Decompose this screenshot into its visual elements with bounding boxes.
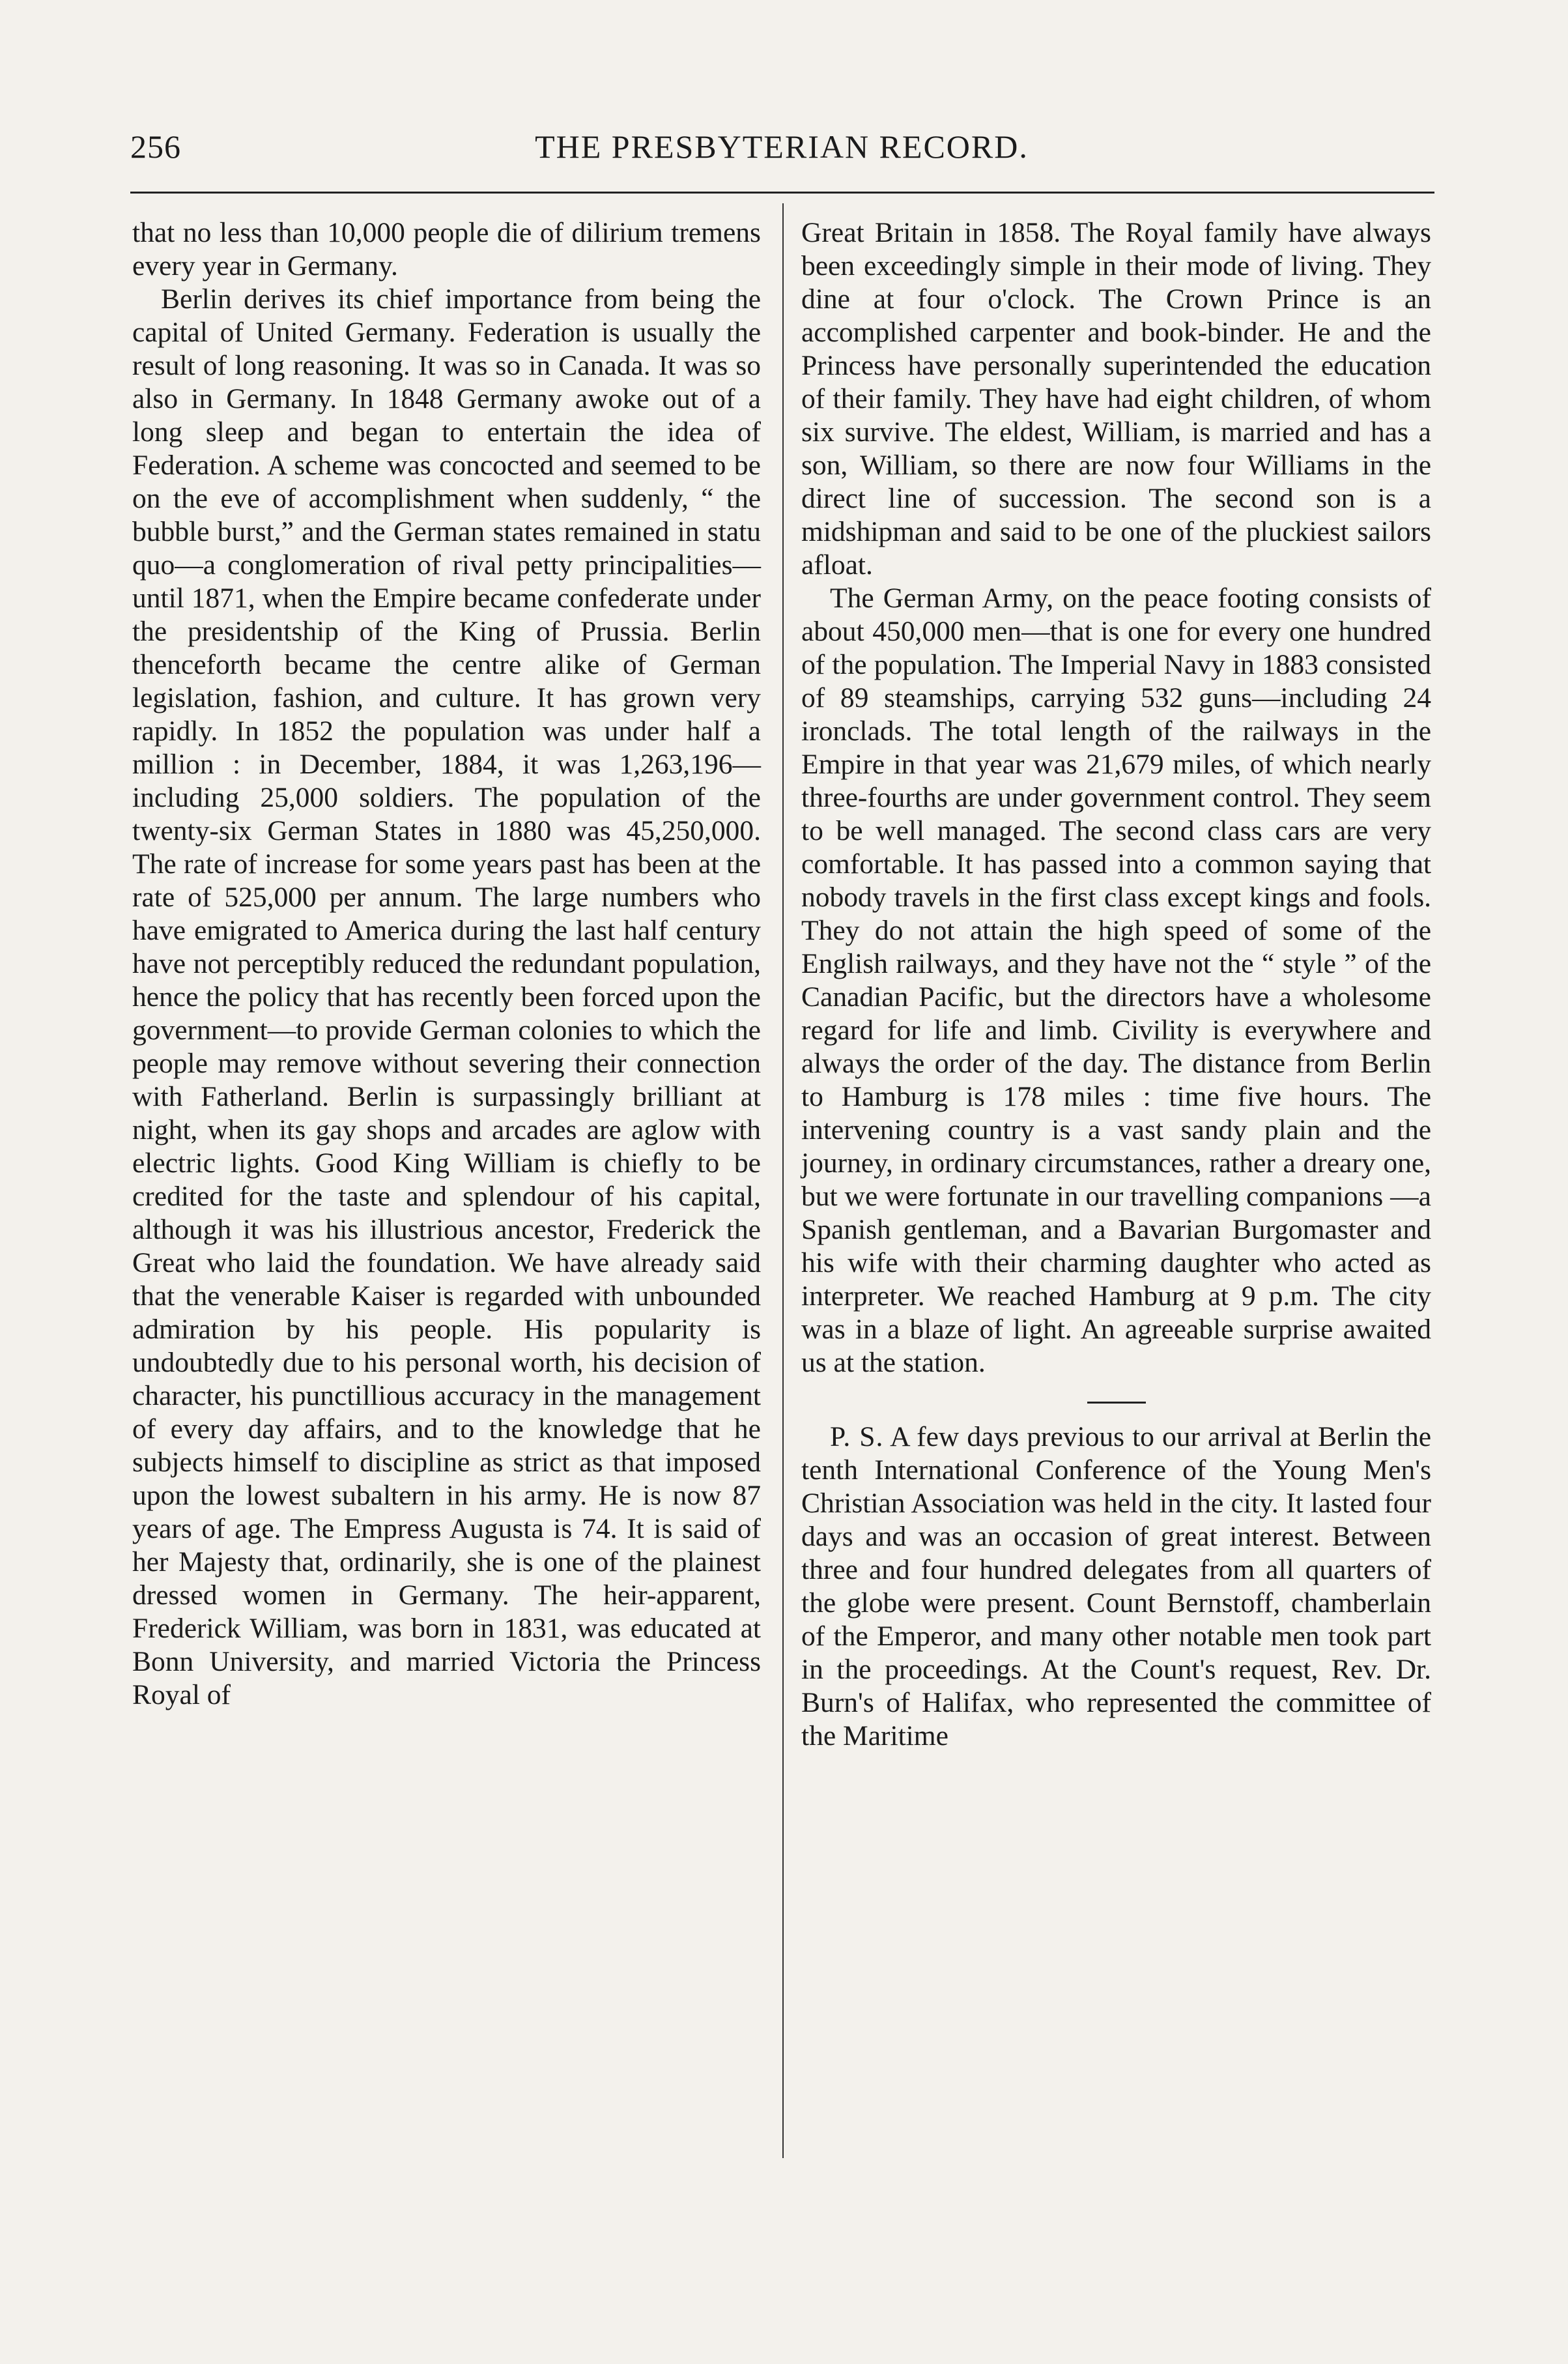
right-paragraph-2: The German Army, on the peace footing consists of about 450,000 men—that is one for every one hundred of the population. The Imperial Navy in 1883 consisted of 89 steamships, carrying 532 guns—including 24 ironclads. The total length of the railways in the Empire in that year was 21,679 miles, of which nearly three-fourths are under government control. They seem to be well managed. The second class cars are very comfortable. It has passed into a common saying that nobody travels in the first class except kings and fools. They do not attain the high speed of some of the English railways, and they have not the “ style ” of the Canadian Pacific, but the directors have a wholesome regard for life and limb. Civility is everywhere and always the order of the day. The distance from Berlin to Hamburg is 178 miles : time five hours. The intervening country is a vast sandy plain and the journey, in ordinary circumstances, rather a dreary one, but we were fortunate in our travelling companions —a Spanish gentleman, and a Bavarian Burgomaster and his wife with their charming daughter who acted as interpreter. We reached Hamburg at 9 p.m. The city was in a blaze of light. An agreeable surprise awaited us at the station. <box>801 583 1431 1378</box>
left-paragraph-2: Berlin derives its chief importance from being the capital of United Germany. Federation is usually the result of long reasoning. It was so in Canada. It was so also in Germany. In 1848 Germany awoke out of a long sleep and began to entertain the idea of Federation. A scheme was concocted and seemed to be on the eve of accomplishment when suddenly, “ the bubble burst,” and the German states remained in statu quo—a conglomeration of rival petty principalities—until 1871, when the Empire became confederate under the presidentship of the King of Prussia. Berlin thenceforth became the centre alike of German legislation, fashion, and culture. It has grown very rapidly. In 1852 the population was under half a million : in December, 1884, it was 1,263,196—including 25,000 soldiers. The population of the twenty-six German States in 1880 was 45,250,000. The rate of increase for some years past has been at the rate of 525,000 per annum. The large numbers who have emigrated to America during the last half century have not perceptibly reduced the redundant population, hence the policy that has recently been forced upon the government—to provide German colonies to which the people may remove without severing their connection with Fatherland. Berlin is surpassingly brilliant at night, when its gay shops and arcades are aglow with electric lights. Good King William is chiefly to be credited for the taste and splendour of his capital, although it was his illustrious ancestor, Frederick the Great who laid the foundation. We have already said that the venerable Kaiser is regarded with unbounded admiration by his people. His popularity is undoubtedly due to his personal worth, his decision of character, his punctillious accuracy in the management of every day affairs, and to the knowledge that he subjects himself to discipline as strict as that imposed upon the lowest subaltern in his army. He is now 87 years of age. The Empress Augusta is 74. It is said of her Majesty that, ordinarily, she is one of the plainest dressed women in Germany. The heir-apparent, Frederick William, was born in 1831, was educated at Bonn University, and married Victoria the Princess Royal of <box>132 283 761 1710</box>
running-title: THE PRESBYTERIAN RECORD. <box>535 128 1029 165</box>
section-dash <box>1087 1402 1146 1404</box>
right-paragraph-1: Great Britain in 1858. The Royal family have always been exceedingly simple in their mode of living. They dine at four o'clock. The Crown Prince is an accomplished carpenter and book-binder. He and the Princess have personally superintended the education of their family. They have had eight children, of whom six survive. The eldest, William, is married and has a son, William, so there are now four Williams in the direct line of succession. The second son is a midshipman and said to be one of the pluckiest sailors afloat. <box>801 217 1431 581</box>
right-column <box>801 216 1431 1753</box>
column-divider <box>782 203 784 2158</box>
postscript-label: P. S. <box>830 1421 884 1452</box>
left-paragraph-1: that no less than 10,000 people die of dilirium tremens every year in Germany. <box>132 217 761 281</box>
postscript-text: A few days previous to our arrival at Berlin the tenth International Conference of the Young Men's Christian Association was held in the city. It lasted four days and was an occasion of great interest. Between three and four hundred delegates from all quarters of the globe were present. Count Bernstoff, chamberlain of the Emperor, and many other notable men took part in the proceedings. At the Count's request, Rev. Dr. Burn's of Halifax, who represented the committee of the Maritime <box>801 1421 1431 1751</box>
postscript-paragraph <box>801 1420 1431 1753</box>
header-rule <box>130 192 1434 194</box>
page-number: 256 <box>130 128 181 165</box>
running-head <box>130 128 1433 173</box>
left-column <box>132 216 761 1712</box>
